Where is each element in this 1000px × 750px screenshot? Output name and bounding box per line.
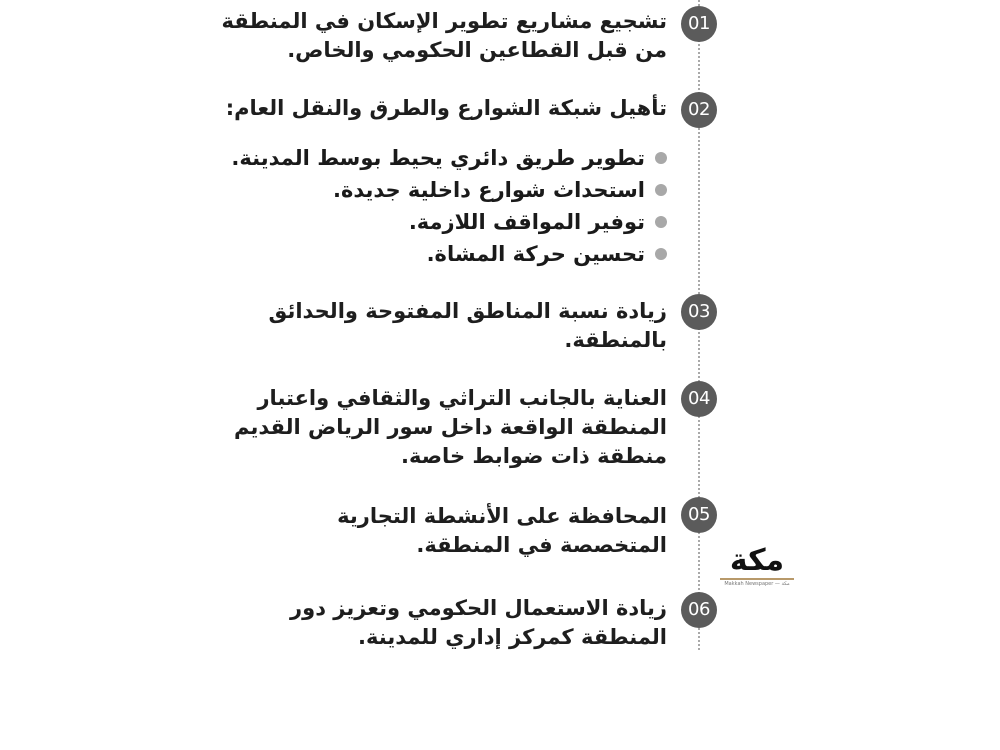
item-text-line: العناية بالجانب التراثي والثقافي واعتبار xyxy=(257,386,667,410)
bullet-text: توفير المواقف اللازمة. xyxy=(408,210,645,234)
bullet-item xyxy=(247,206,667,238)
item-text-line: بالمنطقة. xyxy=(564,328,667,352)
item-text-line: المتخصصة في المنطقة. xyxy=(416,533,667,557)
item-number-badge: 03 xyxy=(681,294,717,330)
bullet-item xyxy=(247,174,667,206)
item-text xyxy=(267,297,667,355)
item-text-line: زيادة نسبة المناطق المفتوحة والحدائق xyxy=(268,299,667,323)
item-text-line: المحافظة على الأنشطة التجارية xyxy=(337,504,667,528)
logo-subtitle: Makkah Newspaper — مكة xyxy=(724,581,790,587)
item-text xyxy=(234,384,667,471)
bullet-item xyxy=(231,142,667,174)
bullet-text: تطوير طريق دائري يحيط بوسط المدينة. xyxy=(231,146,645,170)
item-number-badge: 05 xyxy=(681,497,717,533)
bullet-text: تحسين حركة المشاة. xyxy=(426,242,645,266)
item-text-line: المنطقة الواقعة داخل سور الرياض القديم xyxy=(234,415,667,439)
bullet-dot xyxy=(655,184,667,196)
bullet-item xyxy=(247,238,667,270)
item-text xyxy=(225,94,667,123)
item-text-line: تأهيل شبكة الشوارع والطرق والنقل العام: xyxy=(225,96,667,120)
bullet-dot xyxy=(655,216,667,228)
item-text-line: منطقة ذات ضوابط خاصة. xyxy=(401,444,667,468)
item-text-line: المنطقة كمركز إداري للمدينة. xyxy=(358,625,667,649)
bullet-dot xyxy=(655,248,667,260)
logo-wordmark: مكة xyxy=(729,543,785,578)
item-text xyxy=(267,502,667,560)
logo-accent-bar xyxy=(720,578,794,580)
item-text-line: زيادة الاستعمال الحكومي وتعزيز دور xyxy=(290,596,667,620)
makkah-logo xyxy=(716,545,798,587)
item-number-badge: 06 xyxy=(681,592,717,628)
bullet-dot xyxy=(655,152,667,164)
item-text xyxy=(267,594,667,652)
item-text xyxy=(221,7,667,65)
item-text-line: من قبل القطاعين الحكومي والخاص. xyxy=(287,38,667,62)
item-number-badge: 02 xyxy=(681,92,717,128)
item-text-line: تشجيع مشاريع تطوير الإسكان في المنطقة xyxy=(221,9,667,33)
item-number-badge: 01 xyxy=(681,6,717,42)
bullet-text: استحداث شوارع داخلية جديدة. xyxy=(332,178,645,202)
bullet-list xyxy=(231,142,667,270)
item-number-badge: 04 xyxy=(681,381,717,417)
